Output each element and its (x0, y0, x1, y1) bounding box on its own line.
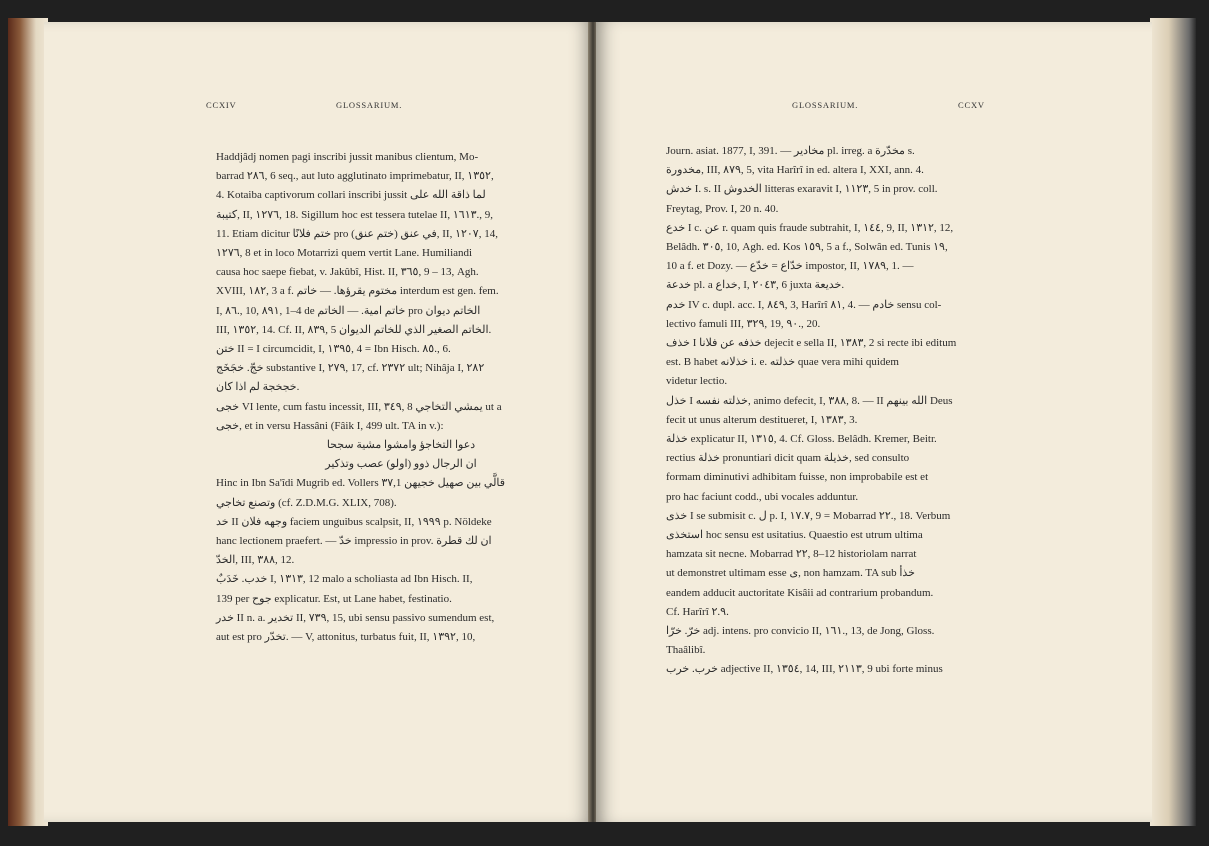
text-line: خجى VI lente, cum fastu incessit, III, ٣٤٩, 8 يمشي التخاجي ut a (216, 400, 502, 413)
text-line: الخدّ, III, ٣٨٨, 12. (216, 554, 295, 567)
text-line: Journ. asiat. 1877, I, 391. — مخادير pl. irreg. a مخدّرة s. (666, 145, 915, 157)
text-line: خذل I خذلته نفسه, animo defecit, I, ٣٨٨, 8. — II الله بينهم Deus (666, 394, 953, 407)
text-line: I, ٨٦., 10, ٨٩١, 1–4 de خاتم امية. — الخاتم pro الخاتم ديوان (216, 304, 481, 317)
right-page-number: CCXV (958, 100, 985, 110)
text-line: Thaâlibî. (666, 644, 706, 657)
text-line: XVIII, ١٨٢, 3 a f. مختوم يقرؤها. — خاتم interdum est gen. fem. (216, 285, 499, 298)
text-line: كتيبة, II, ١٢٧٦, 18. Sigillum hoc est tessera tutelae II, ١٦١٣., 9, (216, 208, 494, 221)
text-line: aut est pro تخدّر. — V, attonitus, turbatus fuit, II, ١٣٩٢, 10, (216, 631, 476, 644)
text-line: pro hac faciunt codd., ubi vocales adduntur. (666, 490, 859, 503)
right-running-head: GLOSSARIUM. (792, 100, 859, 110)
left-page (44, 22, 592, 822)
text-line: خدعة pl. a خداع, I, ٢٠٤٣, 6 juxta خديعة. (666, 279, 845, 292)
text-line: III, ١٣٥٢, 14. Cf. II, ٨٣٩, 5 الخاتم الصغير الذي للخاتم الديوان. (216, 323, 492, 336)
text-line: خذى I se submisit c. ل p. I, ١٧.٧, 9 = Mobarrad ٢٢., 18. Verbum (666, 509, 951, 522)
text-line: Cf. Harîrî ٢.٩. (666, 605, 729, 618)
text-line: استخذى hoc sensu est usitatius. Quaestio est utrum ultima (666, 529, 923, 542)
text-line: Freytag, Prov. I, 20 n. 40. (666, 202, 779, 215)
text-line: Belâdh. ٣٠٥, 10, Agh. ed. Kos ١٥٩, 5 a f., Solwân ed. Tunis ١٩, (666, 241, 948, 254)
text-line: خذف I خذفه عن فلانا dejecit e sella II, ١٣٨٣, 2 si recte ibi editum (666, 337, 957, 350)
text-line: barrad ٢٨٦, 6 seq., aut luto agglutinato imprimebatur, II, ١٣٥٢, (216, 170, 494, 183)
text-line: formam diminutivi adhibitam fuisse, non improbabile est et (666, 471, 929, 484)
text-line: fecit ut unus alterum destitueret, I, ١٣٨٣, 3. (666, 413, 858, 426)
text-line: Hinc in Ibn Sa'îdi Mugrib ed. Vollers ٣٧,1 قالَّي بين صهيل خجيهن (216, 477, 506, 490)
text-line: 11. Etiam dicitur ختم فلانًا pro (ختم عنق) في عنق, II, ١٢٠٧, 14, (216, 227, 498, 240)
text-line: rectius خذلة pronuntiari dicit quam خذيلة, sed consulto (666, 452, 910, 465)
left-page-body (216, 148, 586, 647)
text-line: 4. Kotaiba captivorum collari inscribi jussit لما ذاقة الله على (216, 189, 486, 202)
text-line: Haddjâdj nomen pagi inscribi jussit manibus clientum, Mo- (216, 151, 479, 163)
text-line: 10 a f. et Dozy. — خدّاع = خدّع impostor, II, ١٧٨٩, 1. — (666, 260, 914, 273)
text-line: videtur lectio. (666, 375, 728, 388)
text-line: est. B habet خذلانه i. e. خذلته quae vera mihi quidem (666, 356, 899, 369)
text-line: خدر II n. a. تخدير II, ٧٣٩, 15, ubi sensu passivo sumendum est, (216, 611, 495, 624)
text-line: eandem adducit auctoritate Kisâii ad contrarium probandum. (666, 586, 934, 599)
text-line: hamzata sit necne. Mobarrad ٢٢, 8–12 historiolam narrat (666, 548, 917, 561)
right-page-body (666, 142, 1038, 680)
text-line: وتصنع تخاجي (cf. Z.D.M.G. XLIX, 708). (216, 496, 397, 509)
text-line: ut demonstret ultimam esse ى, non hamzam. TA sub خذأ (666, 567, 915, 580)
text-line: causa hoc saepe fiebat, v. Jakûbî, Hist. II, ٣٦٥, 9 – 13, Agh. (216, 266, 479, 279)
text-line: مخدورة, III, ٨٧٩, 5, vita Harîrî in ed. altera I, XXI, ann. 4. (666, 164, 924, 177)
left-running-head: GLOSSARIUM. (336, 100, 403, 110)
text-line: خدم IV c. dupl. acc. I, ٨٤٩, 3, Harîrî ٨١, 4. — خادم sensu col- (666, 298, 942, 311)
text-line: lectivo famuli III, ٣٢٩, 19, ٩٠., 20. (666, 317, 821, 330)
text-line: خذلة explicatur II, ١٣١٥, 4. Cf. Gloss. Belâdh. Kremer, Beitr. (666, 433, 937, 446)
text-line: خرب. خرب adjective II, ١٣٥٤, 14, III, ٢١١٣, 9 ubi forte minus (666, 663, 943, 676)
text-line: خدع I c. عن r. quam quis fraude subtrahit, I, ١٤٤, 9, II, ١٣١٢, 12, (666, 221, 954, 234)
text-line: خدب. خَدَبٌ I, ١٣١٣, 12 malo a scholiasta ad Ibn Hisch. II, (216, 573, 473, 586)
text-line: hanc lectionem praefert. — خدّ impressio in prov. ان لك قطرة (216, 535, 492, 548)
text-line: خجى, et in versu Hassâni (Fâik I, 499 ult. TA in v.): (216, 419, 444, 432)
right-page-edges (1150, 18, 1196, 826)
text-line: دعوا التخاجؤ وامشوا مشية سجحا (326, 439, 476, 452)
text-line: ان الرجال ذوو (اولو) عصب وتذكير (325, 458, 477, 471)
text-line: ختن II = I circumcidit, I, ١٣٩٥, 4 = Ibn Hisch. ٨٥., 6. (216, 343, 451, 356)
text-line: خجّ. خجَخَج substantive I, ٢٧٩, 17, cf. ٢٣٧٢ ult; Nihâja I, ٢٨٢ (216, 362, 485, 375)
text-line: 139 per جوح explicatur. Est, ut Lane habet, festinatio. (216, 592, 452, 605)
text-line: ١٢٧٦, 8 et in loco Motarrizi quem vertit Lane. Humiliandi (216, 247, 473, 260)
left-page-number: CCXIV (206, 100, 237, 110)
text-line: خدش I. s. II الخدوش litteras exaravit I, ١١٢٣, 5 in prov. coll. (666, 183, 938, 196)
text-line: خد II وجهه فلان faciem unguibus scalpsit, II, ١٩٩٩ p. Nöldeke (216, 515, 492, 528)
left-page-edges (8, 18, 48, 826)
text-line: خجخجة لم اذا كان. (216, 381, 300, 394)
right-page (596, 22, 1152, 822)
text-line: خرّ. خرّا adj. intens. pro convicio II, ١٦١., 13, de Jong, Gloss. (666, 625, 935, 638)
